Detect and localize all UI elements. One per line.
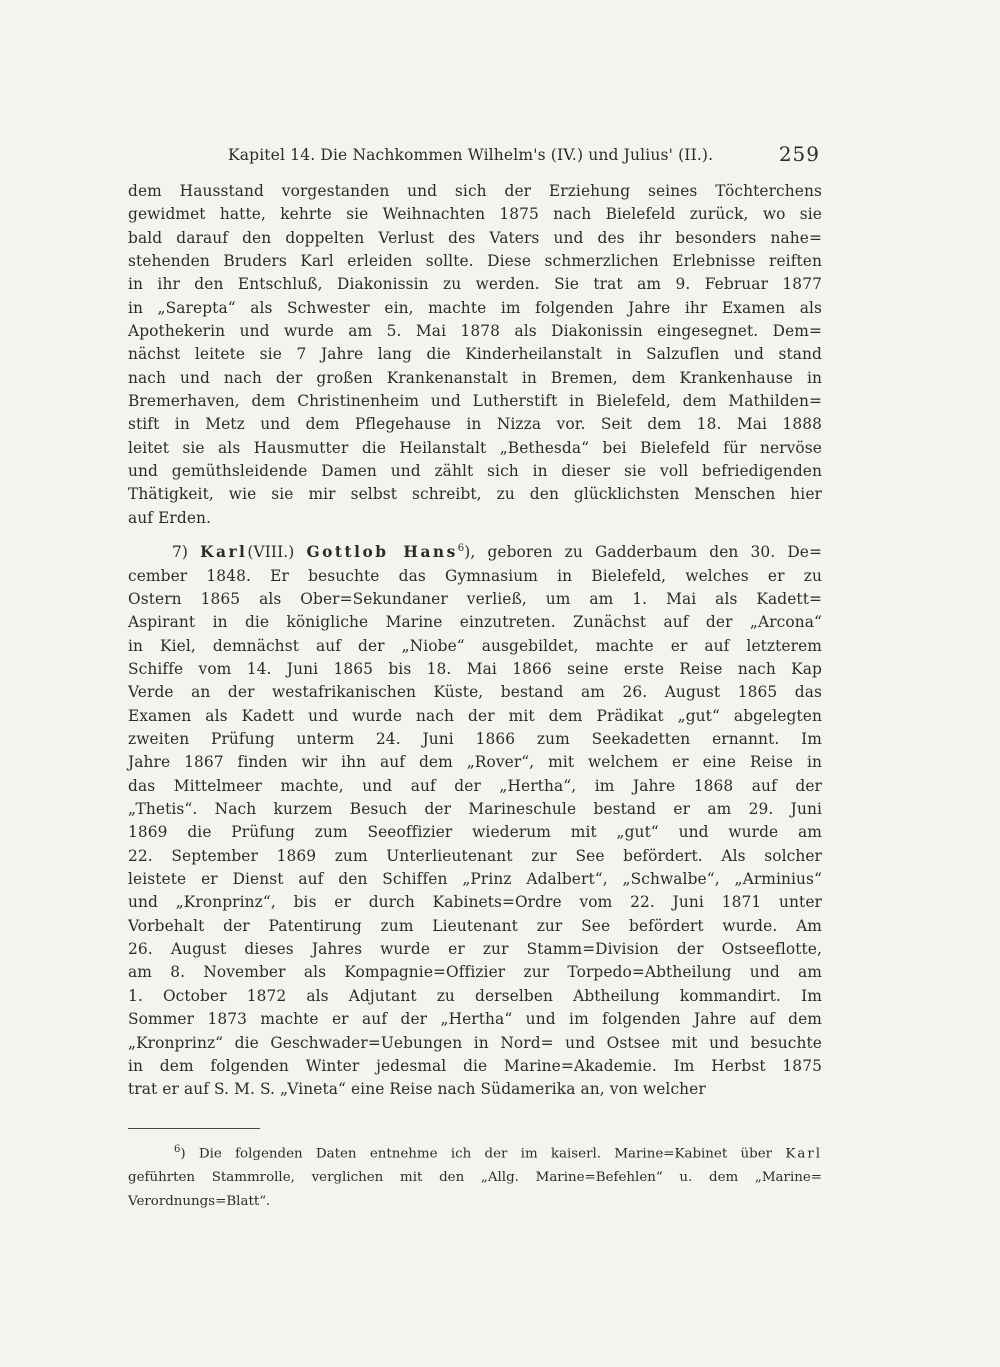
page-number: 259 — [778, 142, 820, 166]
paragraph-2-line: „Kronprinz“ die Geschwader=Uebungen in Nord= und Ostsee mit und besuchte — [128, 1033, 822, 1052]
paragraph-1-line: gewidmet hatte, kehrte sie Weihnachten 1875 nach Bielefeld zurück, wo sie — [128, 205, 822, 224]
generation-roman: (VIII.) — [247, 543, 295, 562]
paragraph-2 — [128, 537, 822, 1101]
paragraph-2-line: Jahre 1867 finden wir ihn auf dem „Rover“, mit welchem er eine Reise in — [128, 753, 822, 772]
footnote-line-3: Verordnungs=Blatt“. — [128, 1193, 271, 1209]
paragraph-1-line: bald darauf den doppelten Verlust des Vaters und des ihr besonders nahe= — [128, 228, 822, 247]
person-name-rest: Gottlob Hans — [306, 543, 458, 562]
paragraph-1 — [128, 180, 822, 530]
paragraph-1-line: Thätigkeit, wie sie mir selbst schreibt, zu den glücklichsten Menschen hier — [128, 485, 822, 504]
paragraph-2-line: 1. October 1872 als Adjutant zu derselben Abtheilung kommandirt. Im — [128, 986, 822, 1005]
paragraph-1-line: nach und nach der großen Krankenanstalt in Bremen, dem Krankenhause in — [128, 368, 822, 387]
paragraph-1-line: und gemüthsleidende Damen und zählt sich in dieser sie voll befriedigenden — [128, 462, 822, 481]
paragraph-2-line: 22. September 1869 zum Unterlieutenant zur See befördert. Als solcher — [128, 846, 822, 865]
paragraph-1-line: dem Hausstand vorgestanden und sich der Erziehung seines Töchterchens — [128, 182, 822, 200]
paragraph-1-line: in „Sarepta“ als Schwester ein, machte im folgenden Jahre ihr Examen als — [128, 298, 822, 317]
paragraph-2-line: trat er auf S. M. S. „Vineta“ eine Reise nach Südamerika an, von welcher — [128, 1080, 706, 1099]
paragraph-1-line: Bremerhaven, dem Christinenheim und Lutherstift in Bielefeld, dem Mathilden= — [128, 392, 822, 411]
paragraph-1-line: stehenden Bruders Karl erleiden sollte. Diese schmerzlichen Erlebnisse reiften — [128, 252, 822, 271]
footnote-mark: 6 — [174, 1144, 181, 1155]
footnote — [128, 1138, 822, 1213]
paragraph-2-line: 26. August dieses Jahres wurde er zur Stamm=Division der Ostseeflotte, — [128, 940, 822, 959]
paragraph-2-line: in dem folgenden Winter jedesmal die Marine=Akademie. Im Herbst 1875 — [128, 1056, 822, 1075]
paragraph-2-line: Schiffe vom 14. Juni 1865 bis 18. Mai 1866 seine erste Reise nach Kap — [128, 660, 822, 678]
footnote-name-karl: Karl — [785, 1146, 822, 1162]
paragraph-2-line: Verde an der westafrikanischen Küste, bestand am 26. August 1865 das — [128, 683, 822, 702]
footnote-divider — [128, 1128, 260, 1129]
paragraph-1-line: Apothekerin und wurde am 5. Mai 1878 als Diakonissin eingesegnet. Dem= — [128, 322, 822, 341]
paragraph-2-line: 1869 die Prüfung zum Seeoffizier wiederum mit „gut“ und wurde am — [128, 823, 822, 842]
first-line-text: ), geboren zu Gadderbaum den 30. De= — [464, 543, 822, 562]
entry-number: 7) — [172, 543, 188, 562]
footnote-reference: 6 — [457, 543, 465, 555]
paragraph-2-line: „Thetis“. Nach kurzem Besuch der Marineschule bestand er am 29. Juni — [128, 800, 822, 819]
footnote-line-2: geführten Stammrolle, verglichen mit den „Allg. Marine=Befehlen“ u. dem „Marine= — [128, 1170, 822, 1186]
paragraph-2-line: und „Kronprinz“, bis er durch Kabinets=Ordre vom 22. Juni 1871 unter — [128, 893, 822, 912]
paragraph-1-line: stift in Metz und dem Pflegehause in Nizza vor. Seit dem 18. Mai 1888 — [128, 415, 822, 434]
paragraph-1-line: nächst leitete sie 7 Jahre lang die Kinderheilanstalt in Salzuflen und stand — [128, 345, 822, 364]
paragraph-2-line: Aspirant in die königliche Marine einzutreten. Zunächst auf der „Arcona“ — [128, 613, 822, 632]
paragraph-2-line: leistete er Dienst auf den Schiffen „Prinz Adalbert“, „Schwalbe“, „Arminius“ — [128, 870, 822, 889]
paragraph-1-line: auf Erden. — [128, 508, 212, 527]
paragraph-2-line: zweiten Prüfung unterm 24. Juni 1866 zum Seekadetten ernannt. Im — [128, 730, 822, 749]
running-title: Kapitel 14. Die Nachkommen Wilhelm's (IV.) und Julius' (II.). — [228, 146, 714, 164]
paragraph-2-line: das Mittelmeer machte, und auf der „Hertha“, im Jahre 1868 auf der — [128, 776, 822, 795]
main-text — [128, 180, 822, 1102]
running-header — [228, 142, 820, 168]
paragraph-2-lines — [128, 565, 822, 1102]
paragraph-2-line: am 8. November als Kompagnie=Offizier zur Torpedo=Abtheilung und am — [128, 963, 822, 982]
person-name-karl: Karl — [200, 543, 248, 562]
footnote-line-1: $^6$) Die folgenden Daten entnehme ich der im kaiserl. Marine=Kabinet über Karl — [174, 1144, 822, 1162]
paragraph-2-line: Vorbehalt der Patentirung zum Lieutenant zur See befördert wurde. Am — [128, 916, 822, 935]
paragraph-2-line: Ostern 1865 als Ober=Sekundaner verließ, um am 1. Mai als Kadett= — [128, 589, 822, 608]
paragraph-2-first-line — [128, 537, 822, 564]
paragraph-2-line: Sommer 1873 machte er auf der „Hertha“ und im folgenden Jahre auf dem — [128, 1010, 822, 1029]
paragraph-1-line: in ihr den Entschluß, Diakonissin zu werden. Sie trat am 9. Februar 1877 — [128, 275, 822, 294]
paragraph-2-line: cember 1848. Er besuchte das Gymnasium in Bielefeld, welches er zu — [128, 566, 822, 585]
paragraph-2-line: in Kiel, demnächst auf der „Niobe“ ausgebildet, machte er auf letzterem — [128, 636, 822, 655]
paragraph-1-line: leitet sie als Hausmutter die Heilanstalt „Bethesda“ bei Bielefeld für nervöse — [128, 438, 822, 457]
paragraph-2-line: Examen als Kadett und wurde nach der mit dem Prädikat „gut“ abgelegten — [128, 706, 822, 725]
